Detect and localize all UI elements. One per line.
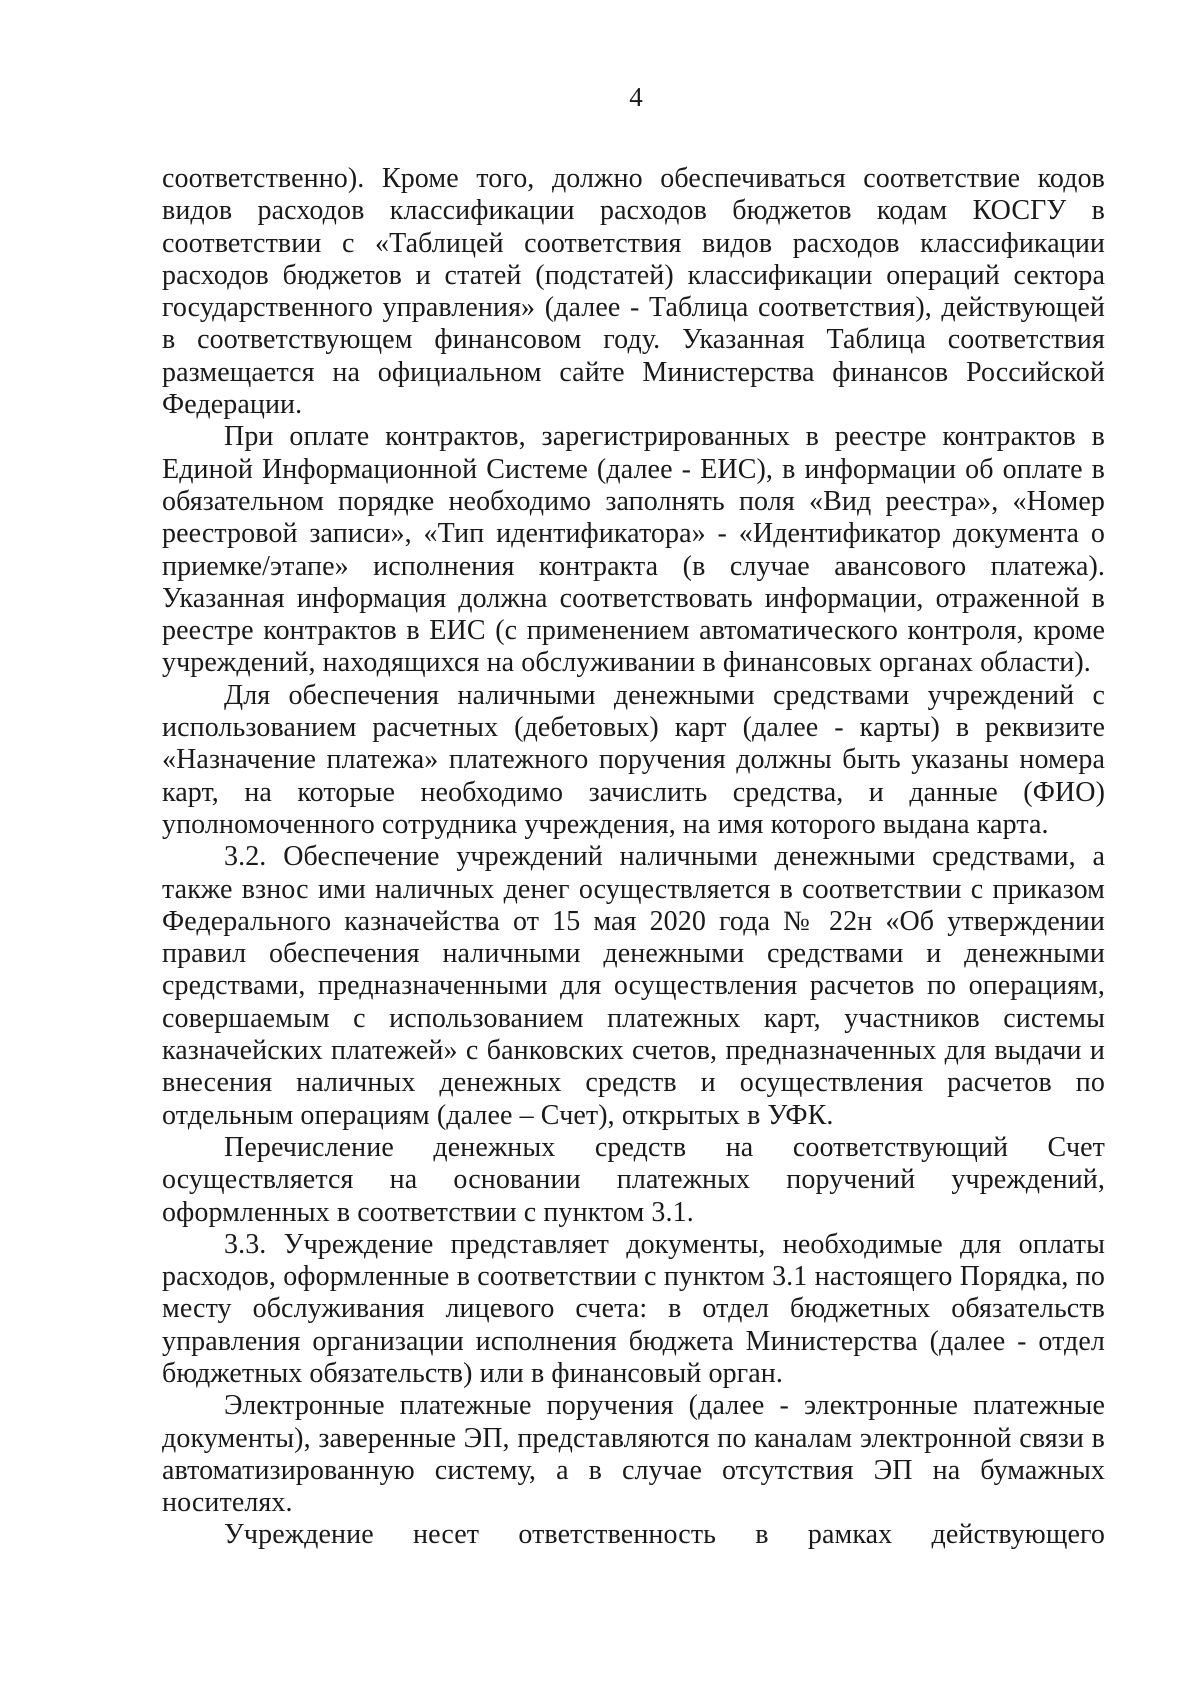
paragraph-3-2-cash-provision: 3.2. Обеспечение учреждений наличными денежными средствами, а также взнос ими наличных денег осуществляется в соответствии с приказом Федерального казначейства от 15 мая 2020 года № 22н «Об утверждении правил обеспечения наличными денежными средствами и денежными средствами, предназначенными для осуществления расчетов по операциям, совершаемым с использованием платежных карт, участников системы казначейских платежей» с банковских счетов, предназначенных для выдачи и внесения наличных денежных средств и осуществления расчетов по отдельным операциям (далее – Счет), открытых в УФК.: [162, 841, 1105, 1131]
paragraph-debit-cards: Для обеспечения наличными денежными средствами учреждений с использованием расчетных (дебетовых) карт (далее - карты) в реквизите «Назначение платежа» платежного поручения должны быть указаны номера карт, на которые необходимо зачислить средства, и данные (ФИО) уполномоченного сотрудника учреждения, на имя которого выдана карта.: [162, 679, 1105, 840]
paragraph-responsibility: Учреждение несет ответственность в рамках действующего: [224, 1519, 1105, 1551]
paragraph-kosgu-correspondence: соответственно). Кроме того, должно обеспечиваться соответствие кодов видов расходов классификации расходов бюджетов кодам КОСГУ в соответствии с «Таблицей соответствия видов расходов классификации расходов бюджетов и статей (подстатей) классификации операций сектора государственного управления» (далее - Таблица соответствия), действующей в соответствующем финансовом году. Указанная Таблица соответствия размещается на официальном сайте Министерства финансов Российской Федерации.: [162, 163, 1105, 421]
paragraph-eis-contracts: При оплате контрактов, зарегистрированных в реестре контрактов в Единой Информационной Системе (далее - ЕИС), в информации об оплате в обязательном порядке необходимо заполнять поля «Вид реестра», «Номер реестровой записи», «Тип идентификатора» - «Идентификатор документа о приемке/этапе» исполнения контракта (в случае авансового платежа). Указанная информация должна соответствовать информации, отраженной в реестре контрактов в ЕИС (с применением автоматического контроля, кроме учреждений, находящихся на обслуживании в финансовых органах области).: [162, 421, 1105, 679]
paragraph-3-3-documents: 3.3. Учреждение представляет документы, необходимые для оплаты расходов, оформленные в соответствии с пунктом 3.1 настоящего Порядка, по месту обслуживания лицевого счета: в отдел бюджетных обязательств управления организации исполнения бюджета Министерства (далее - отдел бюджетных обязательств) или в финансовый орган.: [162, 1228, 1105, 1389]
document-body: [162, 163, 1105, 1552]
paragraph-electronic-orders: Электронные платежные поручения (далее - электронные платежные документы), заверенные ЭП, представляются по каналам электронной связи в автоматизированную систему, а в случае отсутствия ЭП на бумажных носителях.: [162, 1390, 1105, 1519]
paragraph-transfer-to-account: Перечисление денежных средств на соответствующий Счет осуществляется на основании платежных поручений учреждений, оформленных в соответствии с пунктом 3.1.: [162, 1131, 1105, 1228]
page-number: 4: [629, 82, 643, 112]
